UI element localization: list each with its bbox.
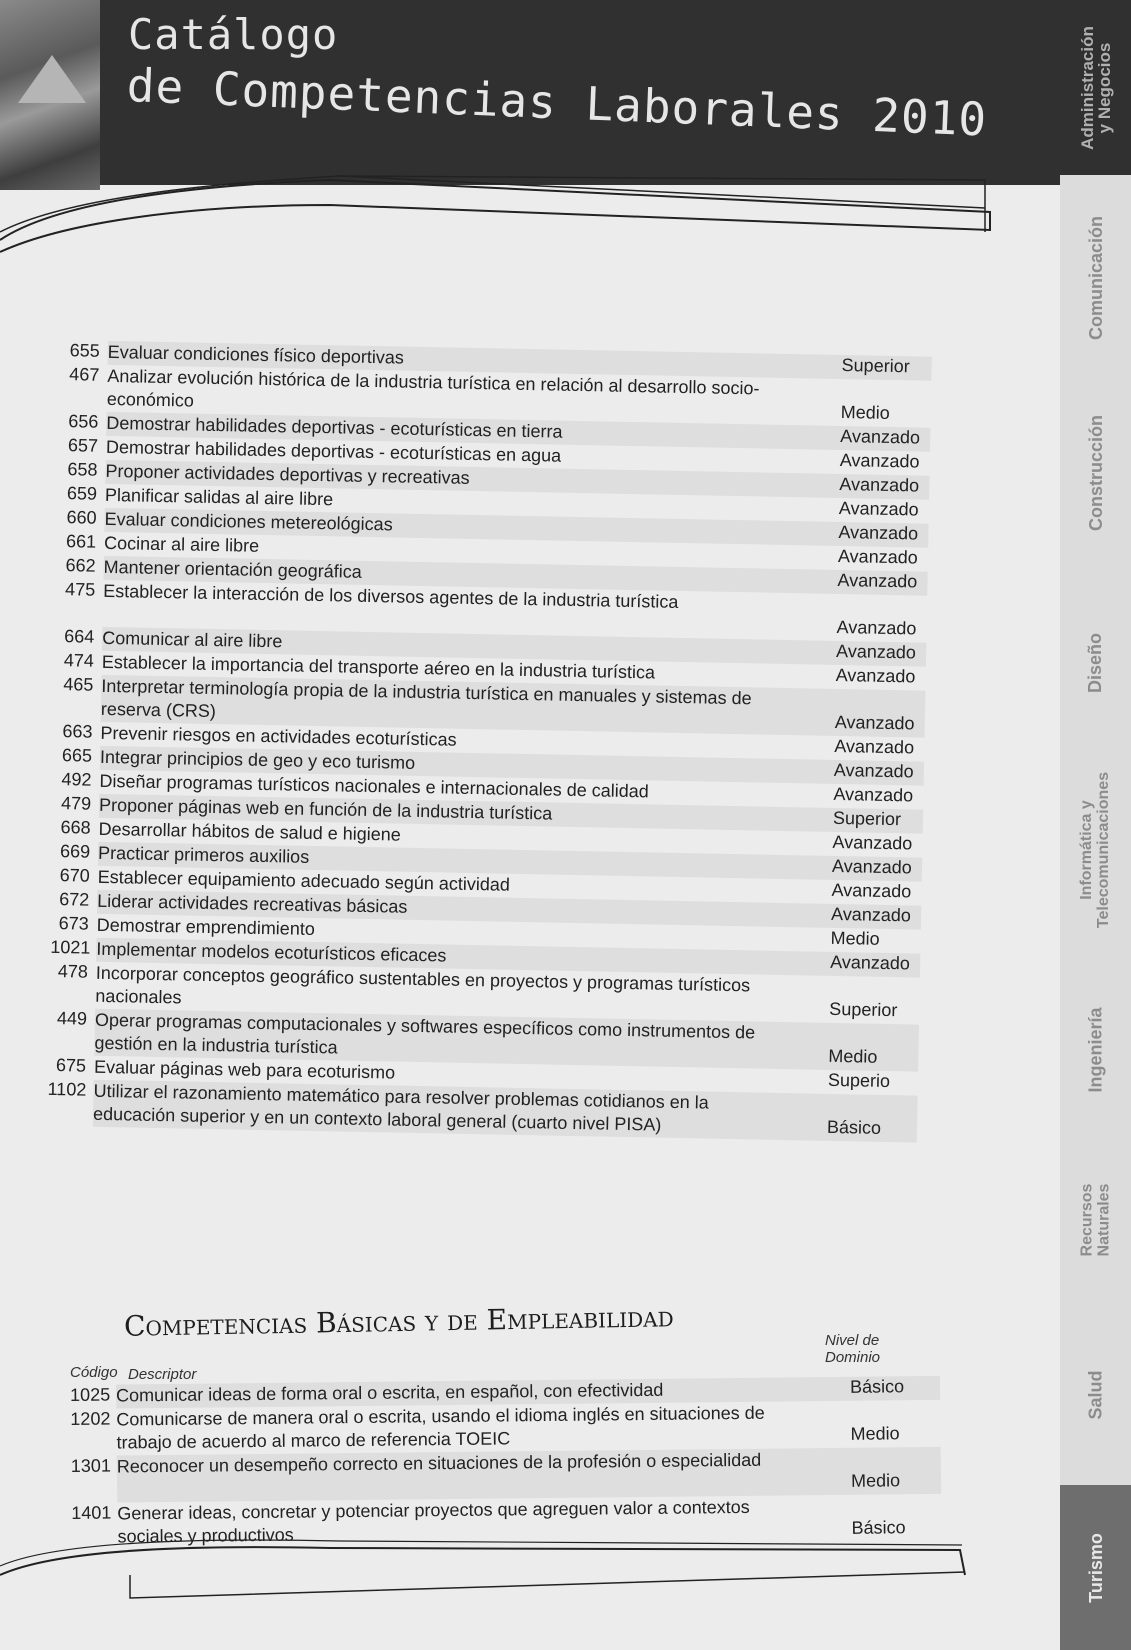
- competency-descriptor: Proponer páginas web en función de la industria turística: [98, 794, 553, 824]
- competency-level: Medio: [850, 1423, 900, 1444]
- competency-code: 1021: [50, 936, 91, 958]
- catalog-title-line2: de Competencias Laborales 2010: [125, 58, 989, 147]
- competency-descriptor: Establecer la interacción de los diversos agentes de la industria turística: [102, 580, 679, 612]
- competency-descriptor: Generar ideas, concretar y potenciar proyectos que agreguen valor a contextos sociales y productivos: [117, 1496, 750, 1547]
- competency-code: 478: [57, 961, 89, 982]
- tab-label: Ingeniería: [1085, 1007, 1106, 1093]
- competency-descriptor: Operar programas computacionales y softwares específicos como instrumentos de gestión en la industria turística: [94, 1009, 756, 1058]
- competency-descriptor: Incorporar conceptos geográfico sustentables en proyectos y programas turísticos nacionales: [95, 962, 751, 1008]
- competency-level: Avanzado: [834, 735, 915, 758]
- competency-code: 659: [66, 483, 98, 504]
- competency-level: Avanzado: [838, 497, 919, 520]
- competency-code: 672: [59, 889, 90, 910]
- competency-code: 449: [56, 1008, 88, 1029]
- competency-descriptor: Implementar modelos ecoturísticos eficaces: [96, 938, 447, 966]
- competency-code: 675: [55, 1055, 87, 1076]
- tab-label: Salud: [1085, 1370, 1106, 1420]
- competency-level: Avanzado: [830, 951, 911, 974]
- competency-descriptor: Interpretar terminología propia de la industria turística en manuales y sistemas de reserva (CRS): [100, 675, 752, 722]
- competency-code: 665: [61, 745, 93, 766]
- competency-level: Superior: [841, 355, 910, 377]
- competency-level: Medio: [840, 402, 890, 423]
- competency-code: 670: [59, 865, 90, 886]
- competency-level: Avanzado: [833, 783, 914, 806]
- competency-level: Medio: [828, 1045, 878, 1067]
- tab-label: Turismo: [1085, 1532, 1106, 1603]
- tab-label: Comunicación: [1085, 215, 1106, 340]
- competency-level: Avanzado: [836, 616, 917, 639]
- tab-diseno[interactable]: [1060, 600, 1131, 725]
- column-header-code: Código: [70, 1364, 118, 1381]
- competency-descriptor: Integrar principios de geo y eco turismo: [99, 746, 416, 773]
- competency-code: 663: [62, 721, 93, 742]
- competency-code: 668: [60, 817, 91, 838]
- competency-code: 467: [69, 364, 100, 385]
- competency-code: 658: [67, 459, 98, 480]
- competency-code: 479: [60, 793, 92, 814]
- competency-descriptor: Diseñar programas turísticos nacionales e internacionales de calidad: [99, 770, 649, 802]
- competency-level: Avanzado: [839, 473, 920, 496]
- competency-level: Avanzado: [831, 855, 912, 878]
- competency-descriptor: Demostrar emprendimiento: [96, 914, 316, 939]
- competency-code: 656: [68, 411, 99, 432]
- competency-descriptor: Desarrollar hábitos de salud e higiene: [98, 818, 401, 845]
- competency-descriptor: Demostrar habilidades deportivas - ecoturísticas en tierra: [106, 412, 563, 442]
- competency-code: 669: [59, 841, 91, 862]
- competency-level: Avanzado: [840, 425, 921, 448]
- competency-descriptor: Prevenir riesgos en actividades ecoturísticas: [100, 722, 457, 750]
- competency-code: 664: [64, 626, 95, 647]
- competency-code: 673: [58, 913, 89, 934]
- tab-construccion[interactable]: [1060, 385, 1131, 560]
- competency-code: 657: [67, 435, 99, 456]
- competency-code: 1102: [47, 1078, 87, 1100]
- competency-descriptor: Analizar evolución histórica de la industria turística en relación al desarrollo socio-económico: [106, 365, 760, 411]
- catalog-title-line1: Catálogo: [128, 10, 339, 59]
- competency-level: Superio: [827, 1069, 891, 1092]
- competency-code: 1301: [70, 1455, 111, 1476]
- competency-code: 465: [63, 674, 94, 695]
- competency-level: Básico: [826, 1116, 882, 1138]
- competency-code: 655: [69, 340, 100, 361]
- tab-salud[interactable]: [1060, 1330, 1131, 1460]
- competency-level: Avanzado: [835, 640, 917, 663]
- competency-code: 662: [65, 555, 96, 576]
- tab-label: Construcción: [1085, 414, 1106, 531]
- competency-level: Avanzado: [833, 759, 914, 782]
- tab-ingenieria[interactable]: [1060, 975, 1131, 1125]
- tab-label: Informática y Telecomunicaciones: [1078, 771, 1113, 929]
- tab-label: Administración y Negocios: [1077, 25, 1114, 150]
- competency-code: 1401: [71, 1502, 112, 1523]
- competency-code: 1202: [70, 1408, 111, 1429]
- competency-level: Avanzado: [837, 545, 918, 568]
- table-row: [71, 1494, 941, 1550]
- competency-level: Avanzado: [831, 879, 912, 902]
- tab-label: Recursos Naturales: [1078, 1183, 1113, 1257]
- competency-code: 492: [61, 769, 92, 790]
- competency-level: Avanzado: [832, 831, 913, 854]
- competency-descriptor: Practicar primeros auxilios: [97, 842, 310, 867]
- competency-level: Básico: [851, 1517, 906, 1538]
- tab-recursos-naturales[interactable]: [1060, 1150, 1131, 1290]
- tab-turismo[interactable]: [1060, 1485, 1131, 1650]
- tab-comunicacion[interactable]: [1060, 190, 1131, 365]
- competency-descriptor: Demostrar habilidades deportivas - ecoturísticas en agua: [105, 436, 562, 466]
- competency-descriptor: Establecer la importancia del transporte aéreo en la industria turística: [101, 651, 656, 683]
- competency-level: Avanzado: [839, 449, 920, 472]
- tab-administracion[interactable]: [1060, 0, 1131, 175]
- competency-level: Medio: [830, 927, 880, 949]
- competency-descriptor: Evaluar páginas web para ecoturismo: [93, 1056, 396, 1083]
- competency-descriptor: Proponer actividades deportivas y recreativas: [105, 460, 470, 488]
- competency-descriptor: Reconocer un desempeño correcto en situaciones de la profesión o especialidad: [116, 1449, 762, 1477]
- competency-descriptor: Comunicarse de manera oral o escrita, usando el idioma inglés en situaciones de trabajo de acuerdo al marco de referencia TOEIC: [116, 1402, 765, 1453]
- tab-informatica[interactable]: [1060, 750, 1131, 950]
- competency-code: 660: [66, 507, 97, 528]
- tab-label: Diseño: [1085, 632, 1106, 693]
- competency-code: 1025: [70, 1384, 111, 1405]
- competency-descriptor: Evaluar condiciones físico deportivas: [107, 341, 405, 368]
- competency-level: Medio: [850, 1470, 901, 1491]
- competency-level: Superior: [829, 998, 898, 1021]
- competency-descriptor: Cocinar al aire libre: [103, 532, 260, 556]
- competency-descriptor: Planificar salidas al aire libre: [104, 484, 334, 510]
- competency-code: 661: [65, 531, 97, 552]
- competency-code: 474: [63, 650, 95, 671]
- competency-descriptor: Utilizar el razonamiento matemático para resolver problemas cotidianos en la educación superior y en un contexto laboral general (cuarto nivel PISA): [92, 1080, 709, 1135]
- competency-descriptor: Comunicar ideas de forma oral o escrita, en español, con efectividad: [116, 1379, 664, 1406]
- competency-descriptor: Liderar actividades recreativas básicas: [97, 890, 408, 917]
- column-header-descriptor: Descriptor: [128, 1366, 197, 1383]
- competency-descriptor: Establecer equipamiento adecuado según actividad: [97, 866, 511, 895]
- basic-competencies-title: Competencias Básicas y de Empleabilidad: [123, 1300, 674, 1343]
- competency-descriptor: Mantener orientación geográfica: [103, 556, 362, 582]
- competency-level: Avanzado: [830, 903, 912, 926]
- competency-level: Avanzado: [835, 664, 916, 687]
- competency-descriptor: Comunicar al aire libre: [102, 627, 283, 652]
- column-header-level: Nivel de Dominio: [825, 1332, 881, 1366]
- competency-descriptor: Evaluar condiciones metereológicas: [104, 508, 393, 535]
- competency-level: Avanzado: [837, 569, 918, 592]
- competency-level: Básico: [849, 1376, 905, 1397]
- competency-code: 475: [64, 579, 96, 600]
- competency-level: Superior: [832, 807, 902, 830]
- competency-level: Avanzado: [834, 711, 915, 734]
- competency-level: Avanzado: [838, 521, 919, 544]
